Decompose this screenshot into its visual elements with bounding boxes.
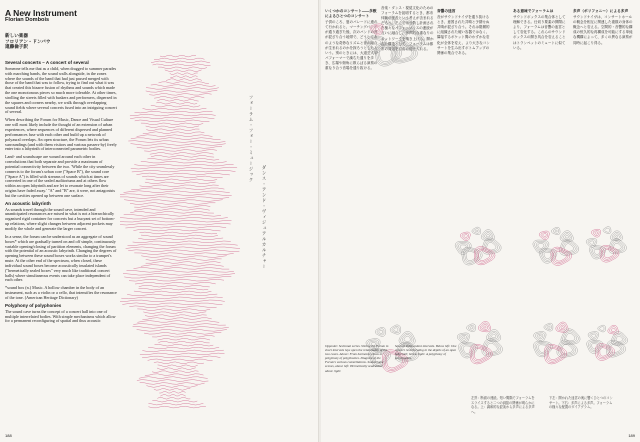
contour-ring <box>598 325 606 332</box>
slice-line <box>128 244 238 246</box>
contour-ring <box>372 25 382 33</box>
diagram-blob <box>455 227 501 265</box>
slice-line <box>139 285 210 287</box>
slice-line <box>128 141 225 143</box>
slice-line <box>134 268 230 270</box>
slice-line <box>148 403 203 405</box>
slice-line <box>122 303 222 305</box>
jp-heading: 音響の迷宮 <box>437 9 456 13</box>
contour-ring <box>558 324 567 332</box>
paragraph: In a sense, the forum can be understood as an aggregate of sound boxes* which are gradually turned on and off simple, continuously variable opening/closing of partition elements, changing the forum with the potential of an acoustic labyrinth. Changing the degrees of opening between these sound boxes works similar to a trumpet's mute. At the other end of the spectrum, when closed, these individual sound boxes become acoustically insulated islands ("hermetically sealed boxes" very much like traditional concert halls) where simultaneous events can take place independent of each other. <box>5 233 117 283</box>
slice-line <box>130 114 216 116</box>
contour-ring <box>474 229 480 234</box>
slice-line <box>129 306 216 308</box>
slice-line <box>148 359 213 361</box>
contour-ring <box>486 234 489 237</box>
slice-line <box>130 117 214 119</box>
slice-line <box>141 256 227 258</box>
figure-diagram-1 <box>439 210 517 278</box>
slice-line <box>121 297 222 299</box>
contour-ring <box>546 325 552 330</box>
slice-line <box>120 220 232 222</box>
contour-ring <box>614 335 624 343</box>
contour-ring <box>402 23 410 29</box>
slice-line <box>135 111 213 113</box>
jp-title-block <box>5 34 50 51</box>
slice-line <box>137 147 222 149</box>
slice-line <box>127 271 234 273</box>
slice-line <box>154 362 204 364</box>
contour-ring <box>603 227 611 234</box>
figure-diagram-5 <box>439 300 519 380</box>
slice-line <box>142 318 211 320</box>
slice-line <box>159 391 185 393</box>
diagram-blob <box>586 227 626 263</box>
slice-line <box>140 185 219 187</box>
slice-line <box>137 330 227 332</box>
section-heading: An acoustic labyrinth <box>5 200 51 206</box>
slice-line <box>137 135 213 137</box>
contour-ring <box>564 234 571 240</box>
contour-ring <box>538 244 544 249</box>
slice-line <box>146 179 217 181</box>
slice-line <box>144 150 217 152</box>
slice-line <box>137 380 209 382</box>
figure-diagram-7 <box>573 300 639 380</box>
slice-line <box>170 76 197 78</box>
contour-ring <box>394 328 398 332</box>
contour-ring <box>616 235 618 237</box>
slice-line <box>120 223 231 225</box>
slice-line <box>143 108 207 110</box>
slice-line <box>139 288 209 290</box>
figure-top-blob <box>341 0 451 80</box>
slice-line <box>124 214 221 216</box>
slice-line <box>131 138 221 140</box>
contour-ring <box>591 229 600 237</box>
slice-line <box>170 73 198 75</box>
slice-line <box>142 356 220 358</box>
slice-line <box>147 158 219 160</box>
contour-ring <box>485 233 492 239</box>
contour-ring <box>460 232 470 241</box>
contour-ring <box>543 234 547 237</box>
contour-ring <box>544 252 552 259</box>
section-heading: Several concerts – A concert of several <box>5 60 89 65</box>
contour-ring <box>537 334 543 339</box>
slice-line <box>141 235 218 237</box>
paragraph: When describing the Forum for Music, Dance and Visual Culture one will most likely include the thought of an extension of urban experiences, where sequences of different dispersed and planned performances fuse with each other and build up a network of polyaural overlaps. An open structure, the Forum lets its urban surroundings (and with them visitors and various passers-by) freely enter into a labyrinth of interconnected parametric bodies. <box>5 117 117 152</box>
footnote: *sound box (n.) Music. A hollow chamber in the body of an instrument, such as a violin or a cello, that intensifies the resonance of the tone. (American Heritage Dictionary) <box>5 285 117 300</box>
jp-paragraph: サウンドボックスの集合体として理解できる。仕切り要素の開閉により、フォーラムは音響の迷宮として変化する。これらのサウンドボックスの開き具合を変えることはトランペットのミュートに似ている。 <box>513 15 566 50</box>
slice-line <box>149 94 211 96</box>
slice-line <box>159 82 209 84</box>
article-title: A New Instrument <box>5 8 77 18</box>
slice-line <box>145 182 216 184</box>
slice-line <box>158 365 198 367</box>
contour-ring <box>541 232 548 238</box>
figure-caption-jp: 下左：開かれた迷宮の奥に響くひとつのコンサート。下右：多声による多声。フォーラムの様々な配置のダイアグラム。 <box>549 396 613 410</box>
slice-line <box>152 335 215 337</box>
contour-ring <box>472 227 481 235</box>
diagram-blob <box>587 325 628 360</box>
contour-ring <box>562 344 573 353</box>
contour-ring <box>468 325 474 330</box>
slice-line <box>135 282 216 284</box>
slice-line <box>135 120 210 122</box>
diagram-blob <box>365 16 425 66</box>
contour-ring <box>559 325 565 330</box>
slice-line <box>157 368 196 370</box>
right-page <box>321 0 640 442</box>
diagram-blob <box>457 321 502 364</box>
slice-line <box>134 209 209 211</box>
slice-line <box>160 394 185 396</box>
contour-ring <box>392 326 399 333</box>
slice-line <box>146 259 222 261</box>
slice-line <box>126 247 240 249</box>
slice-line <box>154 58 205 60</box>
slice-line <box>151 85 216 87</box>
contour-ring <box>459 334 468 342</box>
figure-diagram-3 <box>571 208 639 276</box>
slice-line <box>158 67 207 69</box>
jp-paragraph: 子供のころ、夏のパレードに連れて行かれると、マーチングバンドが通り過ぎた後、次のバンドの音が混ざり合う地帯で、どうしてあのような奇妙なリズムと音の融合が生まれるのかを探ろうとしたという。別のときには、大道芸人やパフォーマーで満ちた通りを歩き、広場や街角に散らばる演奏の重なり合う音場を通り抜ける。 <box>325 20 378 71</box>
jp-paragraph: 音がサウンドケイヴを通り抜けるとき、意図された共鳴と予期せぬ共鳴が混ざり合う。それは階層的に組織された硬い容器ではなく、隣接するポケット間のわずかな変化が全体を変え、より大きなコンサートを生み出すボトムアップの関係の集合である。 <box>437 15 490 55</box>
slice-line <box>146 126 200 128</box>
contour-ring <box>561 327 564 329</box>
slice-line <box>124 276 231 278</box>
slice-line <box>145 374 204 376</box>
contour-ring <box>565 235 568 238</box>
slice-line <box>148 406 206 408</box>
slice-line <box>146 88 219 90</box>
contour-ring <box>586 238 597 247</box>
contour-ring <box>487 343 498 352</box>
slice-line <box>145 315 207 317</box>
slice-line <box>154 96 204 98</box>
jp-title-line: 新しい楽器 <box>5 34 28 39</box>
contour-ring <box>553 229 558 234</box>
contour-ring <box>462 233 469 239</box>
vertical-caption: フォーラム・フォー・ミュージック <box>248 95 253 183</box>
contour-ring <box>461 335 467 340</box>
slice-line <box>160 55 196 57</box>
contour-ring <box>611 328 615 331</box>
contour-ring <box>480 323 489 331</box>
slice-line <box>150 153 214 155</box>
slice-line <box>131 144 226 146</box>
slice-line <box>158 341 209 343</box>
contour-ring <box>377 329 384 335</box>
slice-line <box>131 167 237 169</box>
slice-line <box>158 338 210 340</box>
contour-ring <box>470 327 473 329</box>
figure-caption: Opposite: Sectional series. Slicing the Forum in short intervals lays open the relationship of the two caves. Above: From harmonic chaos to polyphony of polyphonies. Diagram of the Forum's various constellations. Sound Cave scenes, above left: Hermetically sealed box; above right: <box>325 344 389 373</box>
contour-ring <box>464 235 468 238</box>
contour-ring <box>374 26 381 32</box>
slice-line <box>151 105 200 107</box>
contour-ring <box>487 242 496 250</box>
contour-ring <box>379 330 383 333</box>
slice-line <box>166 79 202 81</box>
figure-caption: Several independent intervals. Below left: One concert reverberating in the depths of an open labyrinth; below right: A polyphony of polyphonies. <box>395 344 457 361</box>
contour-ring <box>484 240 500 253</box>
slice-line <box>143 132 205 134</box>
paragraph: The sound cave turns the concept of a concert hall into one of multiple interrelated bodies. With simple mechanisms which allow for a permanent reconfiguring of spatial and thus acoustic <box>5 308 116 324</box>
contour-ring <box>605 228 610 232</box>
jp-text-column <box>513 6 566 55</box>
slice-line <box>151 156 214 158</box>
contour-ring <box>386 18 394 25</box>
slice-line <box>148 347 219 349</box>
slice-line <box>134 164 233 166</box>
contour-ring <box>476 230 478 232</box>
slice-line <box>133 324 226 326</box>
contour-ring <box>613 243 621 250</box>
jp-heading: ある意味でフォーラムは <box>513 9 554 13</box>
contour-ring <box>610 327 617 333</box>
slice-line <box>146 386 197 388</box>
slice-line <box>146 91 218 93</box>
contour-ring <box>548 326 551 328</box>
slice-line <box>120 194 232 196</box>
slice-line <box>140 383 205 385</box>
contour-ring <box>490 333 498 339</box>
slice-line <box>131 188 224 190</box>
page-number: 188 <box>5 433 12 438</box>
jp-title-line: 遠藤倫子訳 <box>5 45 28 51</box>
slice-line <box>154 389 190 391</box>
slice-line <box>139 377 208 379</box>
contour-ring <box>590 333 597 339</box>
jp-heading: いくつかのコンサート――多数によるひとつのコンサート <box>325 9 377 19</box>
contour-ring <box>588 240 595 246</box>
contour-ring <box>484 326 487 328</box>
contour-ring <box>539 335 542 337</box>
slice-line <box>137 321 219 323</box>
slice-group <box>120 55 240 408</box>
left-page <box>0 0 319 442</box>
slice-line <box>128 250 239 252</box>
slice-line <box>138 238 223 240</box>
slice-line <box>129 279 224 281</box>
contour-ring <box>539 249 557 264</box>
slice-line <box>127 294 217 296</box>
slice-line <box>120 300 225 302</box>
slice-line <box>134 206 210 208</box>
slice-line <box>123 273 235 275</box>
contour-ring <box>492 334 496 338</box>
slice-line <box>157 99 198 101</box>
slice-line <box>152 371 199 373</box>
slice-line <box>152 400 197 402</box>
slice-line <box>141 161 227 163</box>
contour-ring <box>551 227 560 235</box>
slice-line <box>155 344 214 346</box>
paragraph: As sounds travel through the sound cave, intended and unanticipated resonances are mixed in what is not a hierarchically organised rigid container for concerts but a buoyant set of bottom-up relations, where slight changes between adjacent pockets may modify the whole and generate the larger concert. <box>5 206 115 231</box>
contour-ring <box>609 239 627 254</box>
contour-ring <box>592 334 596 337</box>
slice-line <box>120 197 229 199</box>
contour-ring <box>616 336 623 341</box>
contour-ring <box>593 231 599 236</box>
jp-text-column <box>573 6 635 50</box>
article-author: Florian Dombois <box>5 17 50 23</box>
slice-line <box>133 327 229 329</box>
jp-paragraph: 音楽・ダンス・視覚文化のためのフォーラムを説明するとき、都市体験の延長という考えが含まれるだろう。そこでは分散し計画された様々なパフォーマンスの連続が互いに融合し、多声的な重なりのネットワークを築き上げる。開かれた構造として、フォーラムは都市の周辺を自由に迎え入れる。 <box>381 6 434 51</box>
body-column <box>5 58 117 327</box>
contour-ring <box>482 324 488 329</box>
slice-line <box>156 102 197 104</box>
slice-line <box>140 353 225 355</box>
paragraph: Land- and soundscape are wound around each other in convolutions that both separate and provide a maximum of potential connectivity between the two. 'While the city seamlessly connects to the forum's urban core ("Space B"), the sound core ("Space A") is filled with streams of sounds which at times are converted in one of the sealed auditoriums and at others flow within an open labyrinth and are let to resonate long after their origins have faded away.' "A" and "B" are, it were, not antagonists but the cavities opened up between one surface. <box>5 154 116 198</box>
jp-heading: 多声（ポリフォニー）による多声 <box>573 9 629 13</box>
contour-ring <box>595 232 598 234</box>
slice-line <box>137 309 210 311</box>
sectional-slices-illustration <box>120 52 240 414</box>
slice-line <box>142 176 223 178</box>
slice-line <box>146 129 199 131</box>
slice-line <box>165 70 202 72</box>
contour-ring <box>376 44 400 64</box>
jp-title-line: フロリアン・ドンバウ <box>5 39 51 45</box>
contour-ring <box>388 19 393 23</box>
contour-ring <box>463 337 466 339</box>
slice-line <box>133 241 231 243</box>
slice-line <box>142 350 224 352</box>
slice-line <box>124 200 223 202</box>
slice-line <box>130 203 215 205</box>
contour-ring <box>612 232 621 239</box>
contour-ring <box>600 327 604 331</box>
contour-ring <box>590 241 594 244</box>
contour-ring <box>535 333 544 341</box>
paragraph: Someone tells me that as a child, when dragged to summer parades with marching bands, the sound walls alongside, in the zones where the sounds of the band that had just passed merged with those of the band that was to follow, trying to find out what it was that created this bizarre fusion of rhythms and sounds which made the one monotonous pieces so much more tolerable. At other times, strolling the streets filled with buskers and performers, dispersed in the squares and corners nearby, we walk through overlapping sound fields where several concerts fused into an intriguing concert of several. <box>5 65 117 115</box>
slice-line <box>130 212 214 214</box>
slice-line <box>153 64 211 66</box>
slice-line <box>151 61 210 63</box>
vertical-caption: ダンス・アンド・ヴィジュアルカルチャー <box>261 165 266 270</box>
contour-ring <box>555 230 557 232</box>
slice-line <box>144 332 221 334</box>
slice-line <box>124 191 230 193</box>
slice-line <box>143 312 206 314</box>
contour-ring <box>592 344 598 349</box>
slice-line <box>134 253 233 255</box>
slice-line <box>125 226 226 228</box>
slice-line <box>134 291 212 293</box>
section-heading: Polyphony of polyphonies <box>5 302 62 308</box>
contour-ring <box>614 234 620 239</box>
contour-ring <box>375 28 378 31</box>
slice-line <box>139 232 217 234</box>
slice-line <box>141 265 224 267</box>
slice-line <box>132 170 236 172</box>
figure-caption-jp: 左頁：断面の連続。短い間隔でフォーラムをスライスすると二つの洞窟の関係が明らかになる。上：調和的な混沌から多声による多声へ。 <box>471 396 535 414</box>
contour-ring <box>611 345 621 354</box>
page-number: 189 <box>628 433 635 438</box>
slice-line <box>120 217 228 219</box>
slice-line <box>133 229 220 231</box>
contour-ring <box>466 251 477 260</box>
contour-ring <box>404 336 411 341</box>
jp-paragraph: サウンドケイヴは、コンサートホールの概念を相互に関連した複数の身体の概念へと変える。空間的・音響的な構成の恒久的な再構成を可能にする単純な機構によって、多くの異なる演奏が同時に起こり得る。 <box>573 15 633 45</box>
slice-line <box>141 123 203 125</box>
contour-ring <box>539 231 549 240</box>
slice-line <box>136 173 229 175</box>
contour-ring <box>594 249 600 254</box>
slice-line <box>157 397 190 399</box>
slice-line <box>146 262 221 264</box>
